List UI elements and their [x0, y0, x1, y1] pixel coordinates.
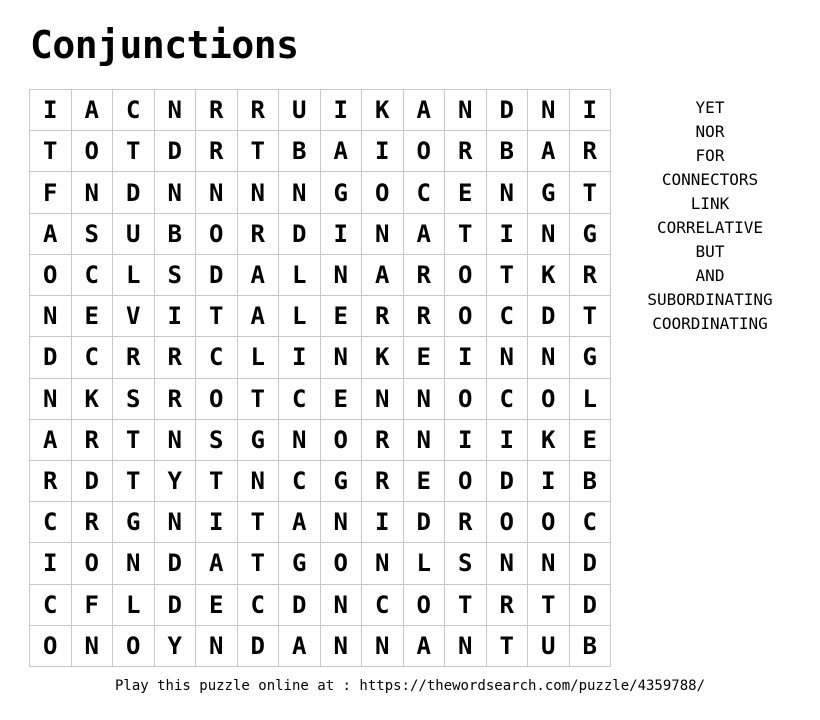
- word-list: [630, 96, 790, 336]
- grid-cell: O: [528, 502, 570, 543]
- grid-cell: N: [404, 379, 446, 420]
- grid-cell: C: [279, 379, 321, 420]
- grid-cell: N: [362, 626, 404, 667]
- grid-cell: E: [404, 337, 446, 378]
- word-list-item: CONNECTORS: [661, 170, 759, 189]
- grid-cell: O: [445, 296, 487, 337]
- grid-cell: V: [113, 296, 155, 337]
- grid-cell: R: [362, 461, 404, 502]
- grid-cell: N: [155, 172, 197, 213]
- grid-cell: R: [196, 131, 238, 172]
- grid-cell: C: [570, 502, 612, 543]
- grid-cell: C: [72, 255, 114, 296]
- grid-cell: N: [528, 214, 570, 255]
- grid-cell: N: [487, 337, 529, 378]
- grid-cell: R: [445, 131, 487, 172]
- grid-cell: D: [155, 131, 197, 172]
- grid-cell: A: [528, 131, 570, 172]
- grid-cell: N: [196, 172, 238, 213]
- grid-cell: L: [113, 585, 155, 626]
- grid-cell: D: [279, 214, 321, 255]
- grid-cell: N: [362, 214, 404, 255]
- word-list-item: FOR: [695, 146, 725, 165]
- grid-cell: D: [30, 337, 72, 378]
- grid-cell: L: [570, 379, 612, 420]
- grid-cell: E: [570, 420, 612, 461]
- grid-cell: G: [238, 420, 280, 461]
- grid-cell: C: [30, 585, 72, 626]
- grid-cell: N: [321, 585, 363, 626]
- grid-cell: I: [362, 502, 404, 543]
- grid-cell: D: [155, 585, 197, 626]
- grid-cell: D: [487, 461, 529, 502]
- grid-cell: R: [155, 337, 197, 378]
- grid-cell: K: [362, 337, 404, 378]
- grid-cell: N: [30, 379, 72, 420]
- grid-cell: A: [362, 255, 404, 296]
- grid-cell: F: [72, 585, 114, 626]
- word-list-item: NOR: [695, 122, 725, 141]
- grid-cell: U: [113, 214, 155, 255]
- grid-cell: A: [279, 502, 321, 543]
- grid-cell: S: [445, 543, 487, 584]
- grid-cell: R: [155, 379, 197, 420]
- grid-cell: I: [487, 214, 529, 255]
- grid-cell: T: [487, 255, 529, 296]
- grid-cell: L: [113, 255, 155, 296]
- grid-cell: N: [445, 90, 487, 131]
- grid-cell: B: [570, 461, 612, 502]
- grid-cell: R: [404, 296, 446, 337]
- grid-cell: I: [279, 337, 321, 378]
- grid-cell: D: [487, 90, 529, 131]
- grid-cell: E: [321, 379, 363, 420]
- grid-cell: K: [72, 379, 114, 420]
- grid-cell: T: [487, 626, 529, 667]
- grid-cell: C: [196, 337, 238, 378]
- grid-cell: D: [155, 543, 197, 584]
- grid-cell: N: [279, 420, 321, 461]
- grid-cell: N: [528, 90, 570, 131]
- grid-cell: L: [238, 337, 280, 378]
- grid-cell: R: [72, 420, 114, 461]
- grid-cell: A: [30, 214, 72, 255]
- word-list-item: LINK: [690, 194, 730, 213]
- grid-cell: A: [72, 90, 114, 131]
- grid-cell: N: [279, 172, 321, 213]
- grid-cell: N: [445, 626, 487, 667]
- grid-cell: D: [196, 255, 238, 296]
- grid-cell: B: [279, 131, 321, 172]
- grid-cell: R: [570, 131, 612, 172]
- grid-cell: C: [404, 172, 446, 213]
- grid-cell: S: [196, 420, 238, 461]
- grid-cell: L: [279, 296, 321, 337]
- grid-cell: E: [404, 461, 446, 502]
- grid-cell: G: [570, 337, 612, 378]
- grid-cell: C: [72, 337, 114, 378]
- grid-cell: O: [72, 131, 114, 172]
- grid-cell: C: [279, 461, 321, 502]
- grid-cell: T: [570, 172, 612, 213]
- grid-cell: N: [321, 337, 363, 378]
- grid-cell: I: [321, 90, 363, 131]
- grid-cell: C: [30, 502, 72, 543]
- word-list-item: YET: [695, 98, 725, 117]
- grid-cell: A: [238, 296, 280, 337]
- grid-cell: N: [321, 255, 363, 296]
- grid-cell: O: [113, 626, 155, 667]
- grid-cell: N: [528, 543, 570, 584]
- grid-cell: O: [30, 255, 72, 296]
- grid-cell: I: [30, 543, 72, 584]
- grid-cell: N: [72, 626, 114, 667]
- grid-cell: C: [487, 296, 529, 337]
- grid-cell: I: [445, 420, 487, 461]
- grid-cell: T: [528, 585, 570, 626]
- puzzle-title: Conjunctions: [30, 23, 299, 67]
- grid-cell: N: [155, 420, 197, 461]
- grid-cell: O: [72, 543, 114, 584]
- grid-cell: I: [155, 296, 197, 337]
- grid-cell: T: [238, 502, 280, 543]
- grid-cell: N: [487, 172, 529, 213]
- grid-cell: G: [321, 461, 363, 502]
- grid-cell: G: [279, 543, 321, 584]
- grid-cell: C: [487, 379, 529, 420]
- grid-cell: O: [30, 626, 72, 667]
- grid-cell: I: [362, 131, 404, 172]
- grid-cell: K: [362, 90, 404, 131]
- grid-cell: A: [404, 626, 446, 667]
- grid-cell: T: [113, 420, 155, 461]
- grid-cell: D: [279, 585, 321, 626]
- grid-cell: C: [362, 585, 404, 626]
- grid-cell: T: [196, 296, 238, 337]
- grid-cell: T: [30, 131, 72, 172]
- grid-cell: R: [238, 90, 280, 131]
- grid-cell: O: [196, 214, 238, 255]
- grid-cell: C: [238, 585, 280, 626]
- grid-cell: K: [528, 420, 570, 461]
- word-list-item: COORDINATING: [652, 314, 768, 333]
- grid-cell: O: [362, 172, 404, 213]
- grid-cell: T: [445, 585, 487, 626]
- grid-cell: O: [321, 420, 363, 461]
- grid-cell: T: [445, 214, 487, 255]
- grid-cell: D: [570, 585, 612, 626]
- grid-cell: U: [528, 626, 570, 667]
- grid-cell: O: [404, 585, 446, 626]
- grid-cell: O: [487, 502, 529, 543]
- grid-cell: G: [528, 172, 570, 213]
- grid-cell: R: [196, 90, 238, 131]
- word-list-item: AND: [695, 266, 725, 285]
- grid-cell: N: [30, 296, 72, 337]
- grid-cell: N: [155, 90, 197, 131]
- grid-cell: O: [196, 379, 238, 420]
- grid-cell: G: [321, 172, 363, 213]
- grid-cell: T: [238, 379, 280, 420]
- grid-cell: R: [238, 214, 280, 255]
- grid-cell: A: [404, 214, 446, 255]
- grid-cell: G: [113, 502, 155, 543]
- grid-cell: N: [528, 337, 570, 378]
- grid-cell: A: [238, 255, 280, 296]
- grid-cell: N: [238, 172, 280, 213]
- grid-cell: T: [238, 131, 280, 172]
- grid-cell: I: [570, 90, 612, 131]
- grid-cell: R: [445, 502, 487, 543]
- grid-cell: F: [30, 172, 72, 213]
- grid-cell: I: [445, 337, 487, 378]
- grid-cell: B: [570, 626, 612, 667]
- grid-cell: N: [487, 543, 529, 584]
- grid-cell: K: [528, 255, 570, 296]
- grid-cell: D: [238, 626, 280, 667]
- grid-cell: N: [404, 420, 446, 461]
- word-list-item: CORRELATIVE: [657, 218, 763, 237]
- grid-cell: L: [279, 255, 321, 296]
- grid-cell: S: [155, 255, 197, 296]
- grid-cell: D: [404, 502, 446, 543]
- grid-cell: G: [570, 214, 612, 255]
- grid-cell: A: [404, 90, 446, 131]
- letter-grid: [29, 89, 611, 667]
- grid-cell: T: [570, 296, 612, 337]
- word-list-item: SUBORDINATING: [647, 290, 773, 309]
- grid-cell: N: [238, 461, 280, 502]
- grid-cell: R: [72, 502, 114, 543]
- grid-cell: N: [113, 543, 155, 584]
- grid-cell: O: [528, 379, 570, 420]
- grid-cell: O: [404, 131, 446, 172]
- grid-cell: S: [113, 379, 155, 420]
- grid-cell: I: [30, 90, 72, 131]
- grid-cell: R: [570, 255, 612, 296]
- grid-cell: B: [155, 214, 197, 255]
- word-list-item: BUT: [695, 242, 725, 261]
- grid-cell: D: [570, 543, 612, 584]
- grid-cell: E: [72, 296, 114, 337]
- grid-cell: C: [113, 90, 155, 131]
- grid-cell: I: [196, 502, 238, 543]
- grid-cell: A: [30, 420, 72, 461]
- grid-cell: N: [72, 172, 114, 213]
- grid-cell: N: [321, 502, 363, 543]
- grid-cell: E: [445, 172, 487, 213]
- footer-link-text: Play this puzzle online at : https://thewordsearch.com/puzzle/4359788/: [114, 678, 705, 694]
- grid-cell: B: [487, 131, 529, 172]
- grid-cell: A: [196, 543, 238, 584]
- grid-cell: D: [528, 296, 570, 337]
- grid-cell: L: [404, 543, 446, 584]
- grid-cell: D: [113, 172, 155, 213]
- grid-cell: T: [196, 461, 238, 502]
- grid-cell: N: [155, 502, 197, 543]
- grid-cell: R: [404, 255, 446, 296]
- grid-cell: N: [362, 543, 404, 584]
- grid-cell: S: [72, 214, 114, 255]
- grid-cell: Y: [155, 461, 197, 502]
- grid-cell: R: [30, 461, 72, 502]
- grid-cell: T: [113, 131, 155, 172]
- grid-cell: R: [113, 337, 155, 378]
- grid-cell: T: [113, 461, 155, 502]
- grid-cell: O: [321, 543, 363, 584]
- grid-cell: R: [362, 420, 404, 461]
- grid-cell: R: [362, 296, 404, 337]
- grid-cell: E: [196, 585, 238, 626]
- grid-cell: Y: [155, 626, 197, 667]
- grid-cell: A: [279, 626, 321, 667]
- grid-cell: U: [279, 90, 321, 131]
- grid-cell: D: [72, 461, 114, 502]
- grid-cell: O: [445, 461, 487, 502]
- grid-cell: I: [528, 461, 570, 502]
- grid-cell: E: [321, 296, 363, 337]
- grid-cell: O: [445, 379, 487, 420]
- grid-cell: A: [321, 131, 363, 172]
- grid-cell: T: [238, 543, 280, 584]
- grid-cell: N: [321, 626, 363, 667]
- grid-cell: N: [196, 626, 238, 667]
- grid-cell: I: [487, 420, 529, 461]
- grid-cell: I: [321, 214, 363, 255]
- grid-cell: O: [445, 255, 487, 296]
- grid-cell: N: [362, 379, 404, 420]
- grid-cell: R: [487, 585, 529, 626]
